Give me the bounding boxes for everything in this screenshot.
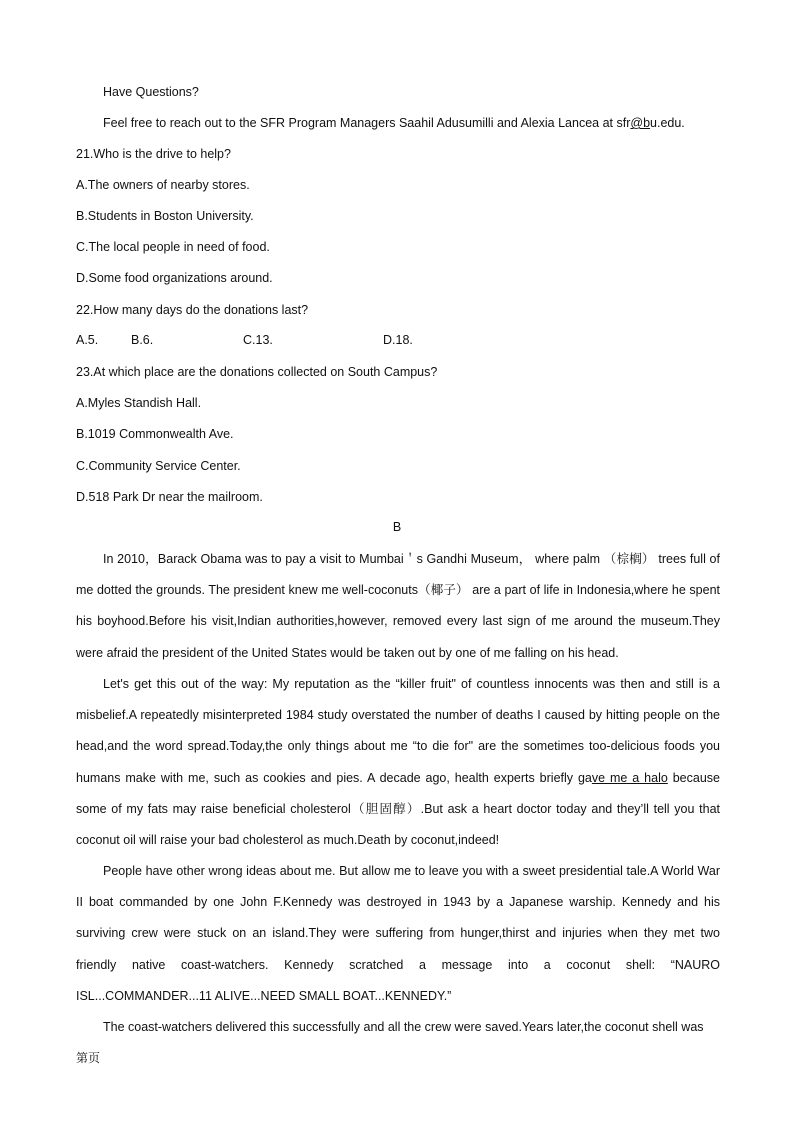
question-21-option-d: D.Some food organizations around. xyxy=(76,271,273,285)
question-23-option-b: B.1019 Commonwealth Ave. xyxy=(76,427,234,441)
section-b-label: B xyxy=(392,520,402,534)
passage-paragraph-1: In 2010，Barack Obama was to pay a visit to Mumbai＇s Gandhi Museum， where palm （棕榈） trees full of me dotted the grounds. The president knew me well-coconuts（椰子） are a part of life in Indonesia,where he spent his boyhood.Before his visit,Indian authorities,however, removed every last sign of me around the museum.They were afraid the president of the United States would be taken out by one of me falling on his head. xyxy=(76,552,720,660)
passage-paragraph-3: People have other wrong ideas about me. But allow me to leave you with a sweet presidential tale.A World War II boat commanded by one John F.Kennedy was destroyed in 1943 by a Japanese warship. Kennedy and his surviving crew were stuck on an island.They were suffering from hunger,thirst and injuries when they met two friendly native coast-watchers. Kennedy scratched a message into a coconut shell: “NAURO ISL...COMMANDER...11 ALIVE...NEED SMALL BOAT...KENNEDY.” xyxy=(76,864,720,1003)
question-21-stem: 21.Who is the drive to help? xyxy=(76,147,231,161)
underlined-phrase: ve me a halo xyxy=(591,770,668,785)
question-23-stem: 23.At which place are the donations collected on South Campus? xyxy=(76,365,438,379)
question-23-option-d: D.518 Park Dr near the mailroom. xyxy=(76,490,263,504)
contact-email-link[interactable]: @b xyxy=(630,116,651,130)
passage-paragraph-2 xyxy=(76,669,720,856)
question-21-option-c: C.The local people in need of food. xyxy=(76,240,270,254)
question-23-option-c: C.Community Service Center. xyxy=(76,459,241,473)
question-22-option-c: C.13. xyxy=(243,333,273,347)
question-21-option-a: A.The owners of nearby stores. xyxy=(76,178,250,192)
question-22-option-d: D.18. xyxy=(383,333,413,347)
question-21-option-b: B.Students in Boston University. xyxy=(76,209,254,223)
have-questions-heading: Have Questions? xyxy=(103,85,199,99)
question-22-option-a: A.5. xyxy=(76,333,99,347)
passage-paragraph-4: The coast-watchers delivered this successfully and all the crew were saved.Years later,the coconut shell was xyxy=(103,1020,704,1034)
contact-text: Feel free to reach out to the SFR Program Managers Saahil Adusumilli and Alexia Lancea at sfr xyxy=(103,116,631,130)
contact-line xyxy=(103,115,685,131)
page-footer: 第页 xyxy=(76,1051,101,1065)
question-22-option-b: B.6. xyxy=(131,333,154,347)
question-22-stem: 22.How many days do the donations last? xyxy=(76,303,309,317)
question-23-option-a: A.Myles Standish Hall. xyxy=(76,396,202,410)
passage-paragraph-2-text: Let's get this out of the way: My reputation as the “killer fruit" of countless innocents was then and still is a misbelief.A repeatedly misinterpreted 1984 study overstated the number of deaths I caused by hitting people on the head,and the word spread.Today,the only things about me “to die for" are the sometimes too-delicious foods you humans make with me, such as cookies and pies. A decade ago, health experts briefly ga xyxy=(76,677,720,785)
passage-paragraph-2-text-end: because some of my fats may raise beneficial cholesterol（胆固醇）.But ask a heart doctor today and they’ll tell you that coconut oil will raise your bad cholesterol as much.Death by coconut,indeed! xyxy=(76,770,720,848)
contact-text-end: u.edu. xyxy=(650,116,685,130)
question-22-options xyxy=(76,333,576,349)
